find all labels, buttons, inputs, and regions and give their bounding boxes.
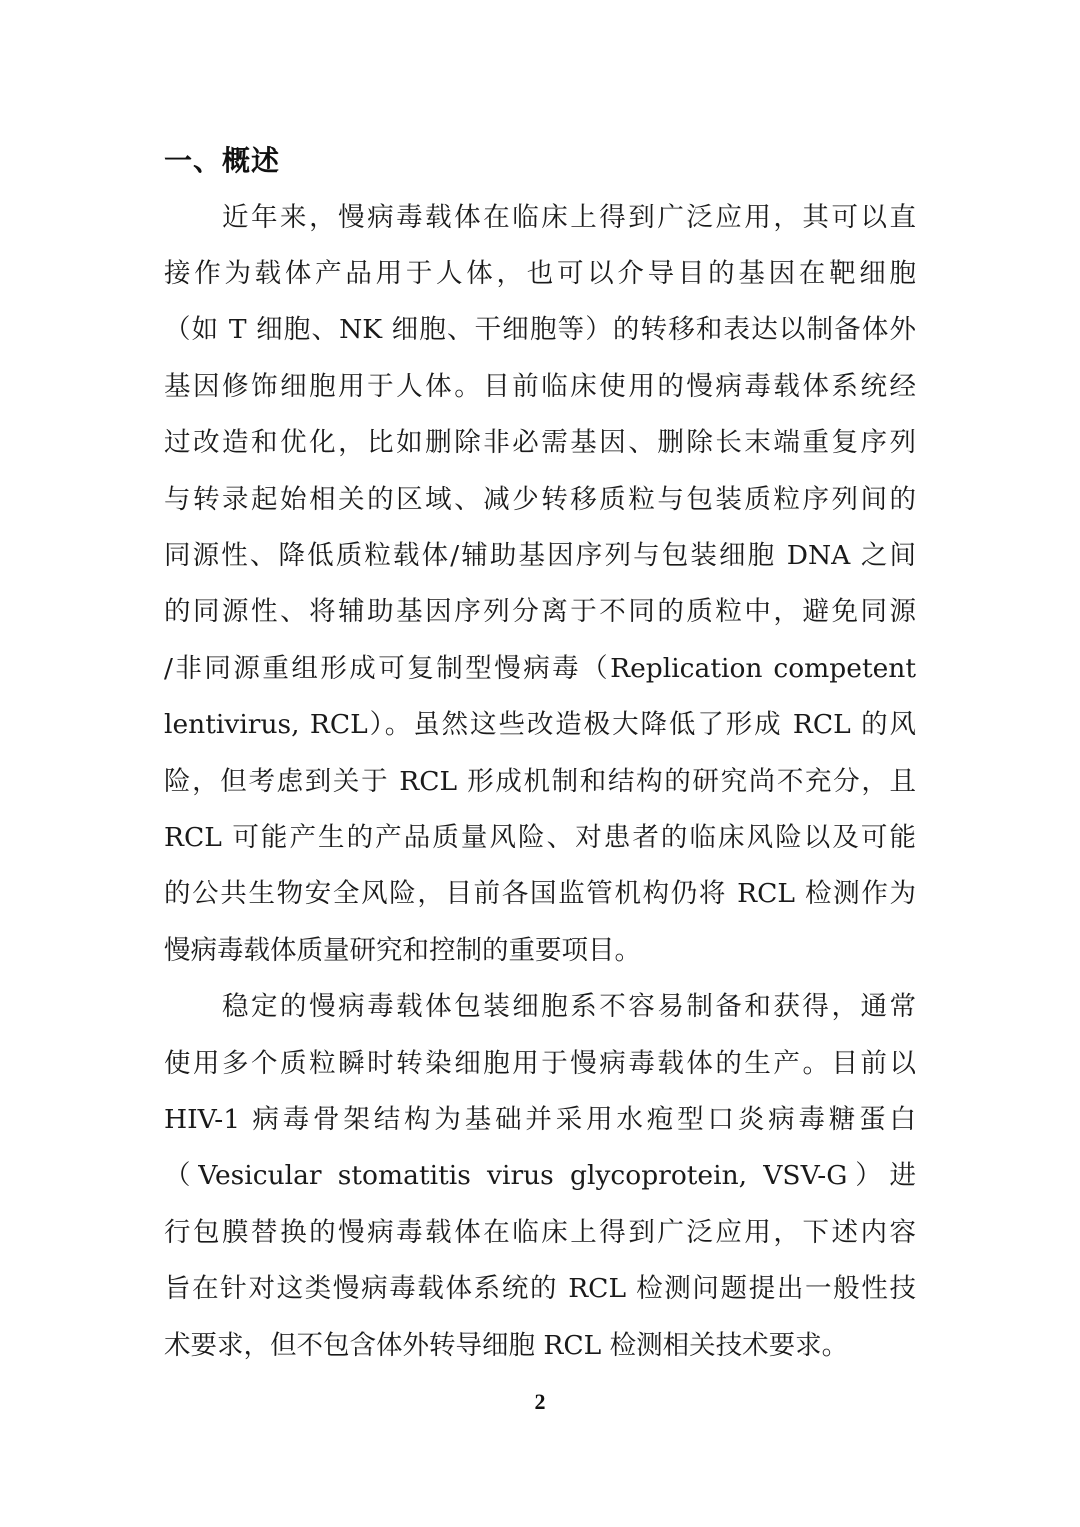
paragraph-2-line-1: 稳定的慢病毒载体包装细胞系不容易制备和获得，通常 <box>222 991 916 1022</box>
paragraph-1-line-10: lentivirus, RCL）。虽然这些改造极大降低了形成 RCL 的风 <box>164 709 916 740</box>
paragraph-1-line-13: 的公共生物安全风险，目前各国监管机构仍将 RCL 检测作为 <box>164 878 916 909</box>
paragraph-2-line-4: （Vesicular stomatitis virus glycoprotein, VSV-G）进 <box>164 1160 916 1191</box>
paragraph-2-line-3: HIV-1 病毒骨架结构为基础并采用水疱型口炎病毒糖蛋白 <box>164 1104 916 1135</box>
paragraph-1-line-6: 与转录起始相关的区域、减少转移质粒与包装质粒序列间的 <box>164 484 916 515</box>
paragraph-1-line-8: 的同源性、将辅助基因序列分离于不同的质粒中，避免同源 <box>164 596 916 627</box>
paragraph-1-line-9: /非同源重组形成可复制型慢病毒（Replication competent <box>164 653 916 684</box>
paragraph-2-line-5: 行包膜替换的慢病毒载体在临床上得到广泛应用，下述内容 <box>164 1217 916 1248</box>
paragraph-2-line-6: 旨在针对这类慢病毒载体系统的 RCL 检测问题提出一般性技 <box>164 1273 916 1304</box>
paragraph-1-line-3: （如 T 细胞、NK 细胞、干细胞等）的转移和表达以制备体外 <box>164 314 916 345</box>
paragraph-2-line-2: 使用多个质粒瞬时转染细胞用于慢病毒载体的生产。目前以 <box>164 1048 916 1079</box>
paragraph-1-line-14: 慢病毒载体质量研究和控制的重要项目。 <box>164 935 641 966</box>
paragraph-1-line-4: 基因修饰细胞用于人体。目前临床使用的慢病毒载体系统经 <box>164 371 916 402</box>
paragraph-2-line-7: 术要求，但不包含体外转导细胞 RCL 检测相关技术要求。 <box>164 1330 849 1361</box>
paragraph-1-line-12: RCL 可能产生的产品质量风险、对患者的临床风险以及可能 <box>164 822 916 853</box>
paragraph-1-line-2: 接作为载体产品用于人体，也可以介导目的基因在靶细胞 <box>164 258 916 289</box>
section-heading: 一、概述 <box>164 144 281 177</box>
paragraph-1-line-7: 同源性、降低质粒载体/辅助基因序列与包装细胞 DNA 之间 <box>164 540 916 571</box>
paragraph-1-line-1: 近年来，慢病毒载体在临床上得到广泛应用，其可以直 <box>222 202 916 233</box>
paragraph-1-line-11: 险，但考虑到关于 RCL 形成机制和结构的研究尚不充分，且 <box>164 766 916 797</box>
page-number: 2 <box>534 1389 546 1414</box>
paragraph-1-line-5: 过改造和优化，比如删除非必需基因、删除长末端重复序列 <box>164 427 916 458</box>
